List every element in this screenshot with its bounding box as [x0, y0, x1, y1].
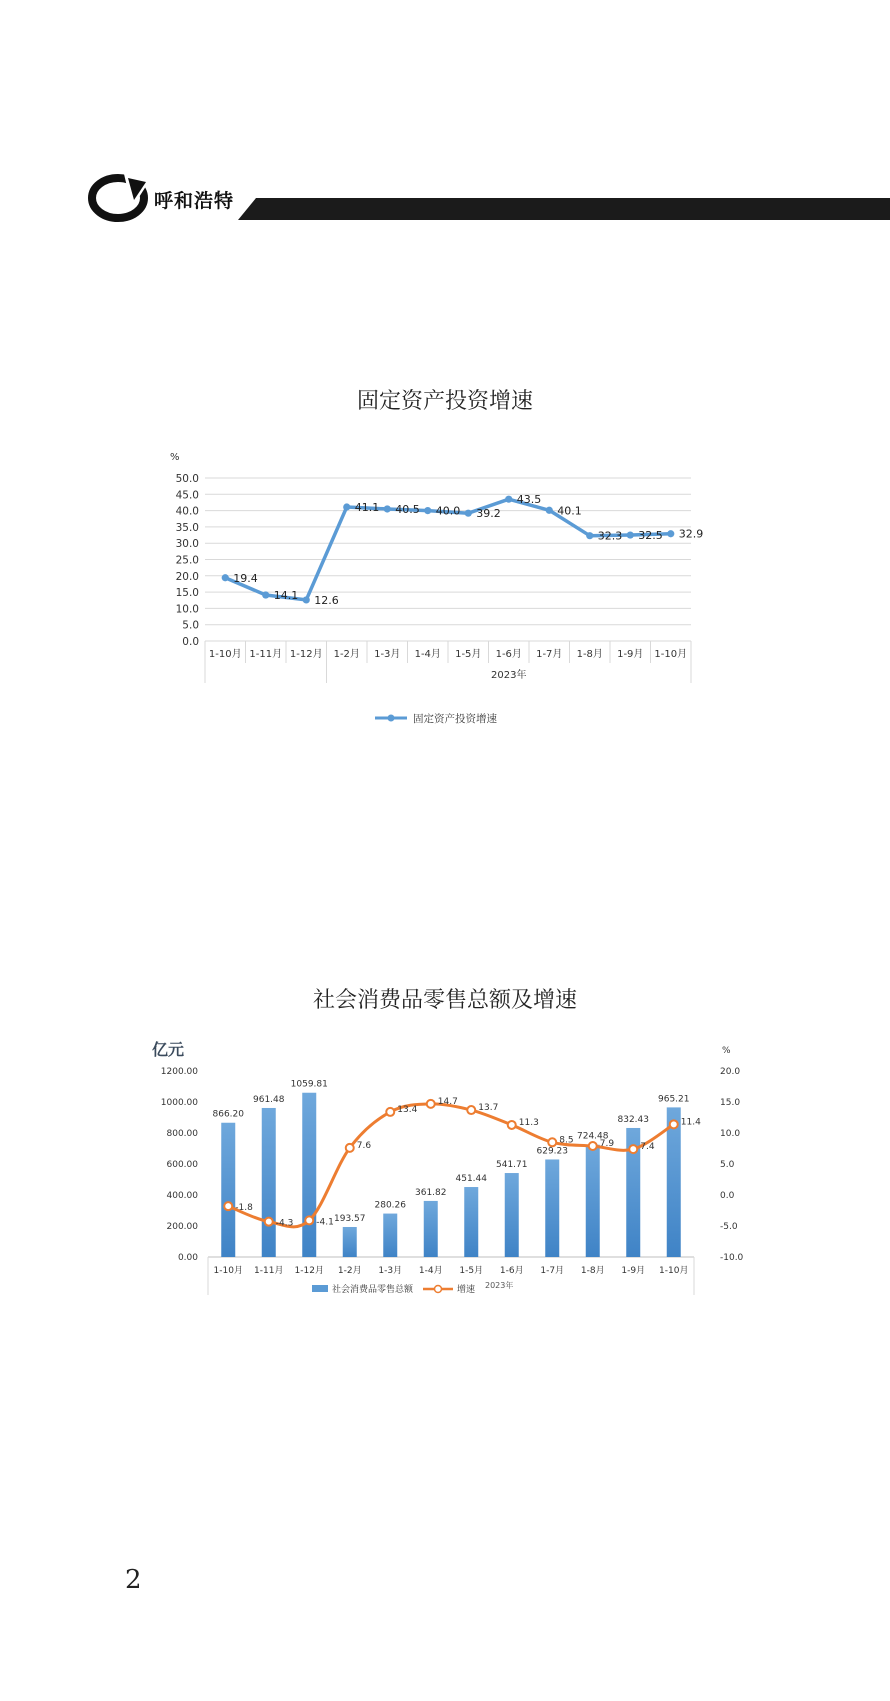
legend-marker [388, 715, 395, 722]
growth-label: 11.3 [518, 1117, 539, 1128]
x-tick-label: 1-7月 [540, 1266, 565, 1276]
y-axis-unit-right: % [722, 1046, 731, 1056]
y-axis-unit: % [170, 452, 180, 463]
growth-point [427, 1100, 435, 1108]
x-tick-label: 1-9月 [617, 649, 644, 660]
data-label: 19.4 [233, 571, 258, 585]
legend-bar-swatch [312, 1285, 328, 1292]
y-tick-label: 30.0 [175, 538, 199, 551]
data-point [627, 531, 634, 538]
bar [667, 1107, 681, 1257]
data-point [303, 596, 310, 603]
data-point [424, 507, 431, 514]
growth-label: -4.1 [316, 1217, 334, 1228]
y-tick-label-left: 400.00 [166, 1191, 198, 1201]
y-tick-label: 40.0 [175, 505, 199, 518]
data-point [505, 496, 512, 503]
x-tick-label: 1-8月 [576, 649, 603, 660]
bar-value-label: 724.48 [577, 1131, 609, 1142]
y-tick-label-right: 15.0 [720, 1098, 741, 1108]
y-tick-label: 20.0 [175, 570, 199, 583]
y-tick-label: 45.0 [175, 489, 199, 502]
header-band-edge [238, 198, 256, 220]
growth-label: 14.7 [437, 1096, 458, 1107]
x-tick-label: 1-2月 [337, 1266, 362, 1276]
growth-label: 13.7 [478, 1103, 499, 1114]
data-label: 41.1 [354, 501, 380, 515]
chart1-title: 固定资产投资增速 [356, 389, 533, 414]
data-point [262, 591, 269, 598]
data-point [343, 503, 350, 510]
growth-point [548, 1138, 556, 1146]
x-tick-label: 1-9月 [621, 1266, 646, 1276]
data-point [667, 530, 674, 537]
data-point [222, 574, 229, 581]
retail-sales-chart [140, 1035, 750, 1345]
y-tick-label: 0.0 [182, 636, 199, 648]
data-label: 14.1 [273, 589, 299, 603]
data-point [586, 532, 593, 539]
x-tick-label: 1-12月 [289, 649, 323, 660]
x-tick-label: 1-5月 [455, 649, 482, 660]
bar-value-label: 451.44 [455, 1174, 487, 1185]
bar-value-label: 832.43 [617, 1114, 649, 1125]
x-tick-label: 1-6月 [495, 649, 522, 660]
growth-point [467, 1106, 475, 1114]
growth-line [228, 1104, 674, 1227]
data-point [465, 510, 472, 517]
growth-point [386, 1108, 394, 1116]
x-tick-label: 1-10月 [213, 1266, 243, 1276]
growth-label: -1.8 [235, 1203, 253, 1214]
growth-point [508, 1121, 516, 1129]
y-tick-label: 35.0 [175, 521, 199, 534]
data-label: 32.5 [638, 529, 663, 543]
data-label: 40.5 [395, 502, 420, 516]
x-tick-label: 1-4月 [418, 1266, 443, 1276]
header-band [256, 198, 890, 220]
x-tick-label: 1-4月 [414, 649, 441, 660]
y-tick-label-left: 1200.00 [160, 1067, 198, 1077]
growth-label: 11.4 [680, 1117, 701, 1128]
bar [221, 1123, 235, 1257]
fixed-asset-investment-chart [160, 440, 730, 740]
bar [383, 1214, 397, 1257]
bar-value-label: 1059.81 [290, 1079, 328, 1090]
y-tick-label-left: 800.00 [166, 1129, 198, 1139]
bar [343, 1227, 357, 1257]
brand-name: 呼和浩特 [154, 190, 235, 212]
x-tick-label: 1-3月 [378, 1266, 403, 1276]
data-label: 40.1 [557, 504, 582, 518]
growth-point [670, 1120, 678, 1128]
legend-marker [435, 1286, 442, 1293]
year-group-label: 2023年 [491, 670, 527, 681]
bar [586, 1145, 600, 1257]
y-tick-label: 15.0 [175, 587, 199, 600]
x-tick-label: 1-10月 [659, 1266, 689, 1276]
growth-point [629, 1145, 637, 1153]
x-tick-label: 1-10月 [208, 649, 242, 660]
x-tick-label: 1-8月 [580, 1266, 605, 1276]
x-tick-label: 1-11月 [249, 649, 283, 660]
page-header [88, 168, 890, 228]
legend-label: 固定资产投资增速 [413, 713, 497, 725]
growth-point [589, 1142, 597, 1150]
bar [424, 1201, 438, 1257]
bar-value-label: 965.21 [658, 1094, 690, 1105]
y-tick-label-right: 5.0 [720, 1160, 735, 1170]
growth-point [346, 1144, 354, 1152]
y-tick-label-right: -5.0 [720, 1222, 738, 1232]
bar-value-label: 629.23 [536, 1146, 568, 1157]
growth-label: 7.4 [640, 1142, 655, 1153]
x-tick-label: 1-11月 [254, 1266, 284, 1276]
x-tick-label: 1-6月 [499, 1266, 524, 1276]
city-logo-icon [88, 168, 154, 228]
bar-value-label: 961.48 [253, 1094, 285, 1105]
x-tick-label: 1-3月 [374, 649, 401, 660]
data-label: 12.6 [314, 593, 339, 607]
bar [262, 1108, 276, 1257]
bar-value-label: 280.26 [374, 1200, 406, 1211]
growth-point [305, 1216, 313, 1224]
bar [464, 1187, 478, 1257]
page-number: 2 [125, 1565, 142, 1595]
bar [505, 1173, 519, 1257]
data-label: 32.3 [597, 529, 623, 543]
x-tick-label: 1-5月 [459, 1266, 484, 1276]
growth-label: -4.3 [275, 1218, 294, 1229]
y-tick-label-right: 0.0 [720, 1191, 735, 1201]
x-tick-label: 1-7月 [536, 649, 563, 660]
y-tick-label-right: 20.0 [720, 1067, 741, 1077]
chart2-title: 社会消费品零售总额及增速 [312, 988, 577, 1013]
y-tick-label: 50.0 [175, 473, 199, 485]
legend-line-label: 增速 [457, 1285, 476, 1295]
bar-value-label: 361.82 [415, 1187, 447, 1198]
growth-label: 7.9 [599, 1139, 615, 1150]
data-label: 39.2 [476, 507, 501, 521]
data-label: 40.0 [435, 504, 461, 518]
bar-value-label: 866.20 [212, 1109, 244, 1120]
y-tick-label: 10.0 [175, 603, 199, 616]
data-label: 43.5 [516, 493, 542, 507]
y-tick-label-left: 200.00 [166, 1222, 198, 1232]
y-tick-label-left: 600.00 [166, 1160, 198, 1170]
bar [302, 1093, 316, 1257]
x-tick-label: 1-2月 [333, 649, 360, 660]
year-group-label: 2023年 [485, 1281, 514, 1290]
bar [545, 1159, 559, 1257]
y-tick-label-left: 1000.00 [160, 1098, 198, 1108]
growth-label: 13.4 [397, 1104, 418, 1115]
y-tick-label-left: 0.00 [177, 1253, 198, 1263]
growth-point [265, 1218, 273, 1226]
bar-value-label: 541.71 [496, 1160, 528, 1171]
y-tick-label-right: 10.0 [720, 1129, 741, 1139]
data-point [546, 507, 553, 514]
growth-label: 7.6 [356, 1140, 372, 1151]
y-tick-label-right: -10.0 [720, 1253, 744, 1263]
legend-bar-label: 社会消费品零售总额 [332, 1285, 414, 1295]
x-tick-label: 1-12月 [294, 1266, 324, 1276]
y-tick-label: 25.0 [175, 554, 199, 567]
x-tick-label: 1-10月 [654, 649, 688, 660]
growth-point [224, 1202, 232, 1210]
bar-value-label: 193.57 [334, 1213, 366, 1224]
y-axis-unit-left: 亿元 [152, 1040, 185, 1059]
data-label: 32.9 [678, 527, 704, 541]
data-point [384, 505, 391, 512]
growth-label: 8.5 [559, 1135, 574, 1146]
y-tick-label: 5.0 [182, 619, 199, 632]
